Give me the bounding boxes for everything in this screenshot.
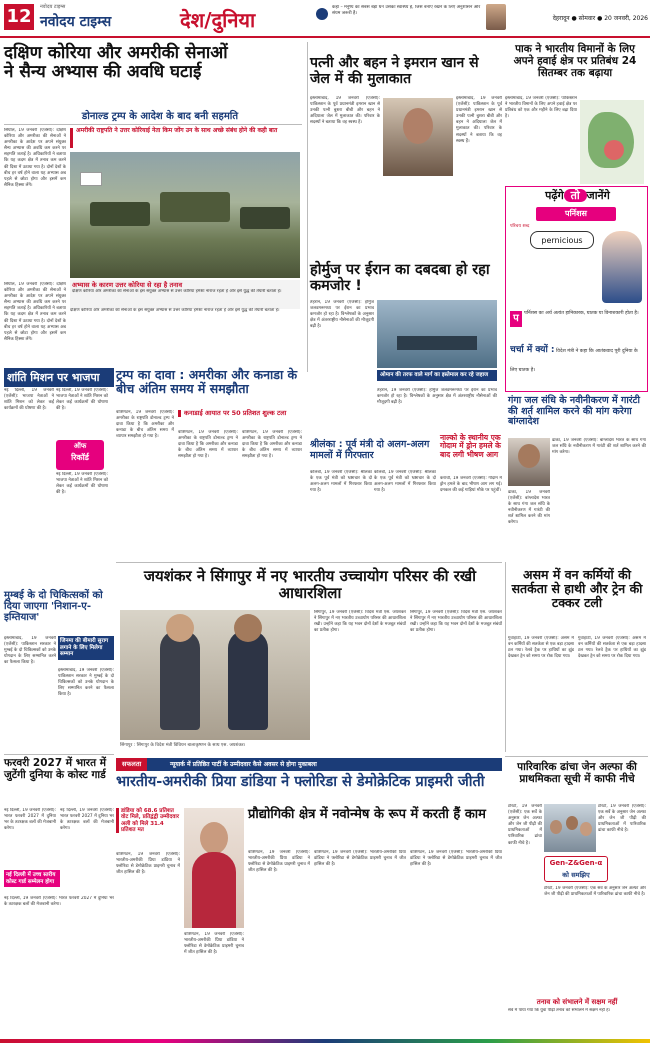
jaishankar-headline: जयशंकर ने सिंगापुर में नए भारतीय उच्चायोग परिसर की रखी आधारशिला <box>143 567 477 602</box>
padhenge-title <box>506 187 648 205</box>
feb2027-callout: नई दिल्ली में उच्च स्तरीय कोस्ट गार्ड सम्मेलन होगा <box>4 870 60 887</box>
lead-body: सियोल, 19 जनवरी (एजेंसी): दक्षिण कोरिया और अमरीका की सेनाओं ने अमरीका के आदेश पर अपने संयुक्त सैन्य अभ्यास की अवधि कम करने पर सहमति जताई है। अधिकारियों ने बताया कि यह कदम क्षेत्र में तनाव कम करने की दिशा में उठाया गया है। दोनों देशों के बीच हर वर्ष होने वाला यह अभ्यास अब पहले से छोटा होगा और इसमें कम सैनिक हिस्सा लेंगे। <box>4 128 66 188</box>
feb2027-body-3: नई दिल्ली, 19 जनवरी (एजेंसी): भारत फरवरी 2027 में दुनिया भर के तटरक्षक बलों की मेजबानी करेगा। <box>60 808 114 832</box>
ganga-body: ढाका, 19 जनवरी (एजेंसी): बांग्लादेश भारत के साथ गंगा जल संधि के नवीनीकरण में गारंटी की शर्त शामिल करने की मांग करेगा। <box>552 438 646 456</box>
jaishankar-body: सिंगापुर, 19 जनवरी (एजेंसी): विदेश मंत्री एस. जयशंकर ने सिंगापुर में नए भारतीय उच्चायोग परिसर की आधारशिला रखी। उन्होंने कहा कि यह भवन दोनों देशों के मजबूत संबंधों का प्रतीक होगा। <box>314 610 406 634</box>
priya-strap-label: सफलता <box>116 758 147 771</box>
family-body: टोरंटो, 19 जनवरी (एजेंसी): एक सर्वे के अनुसार जेन अल्फा और जेन जी पीढ़ी की प्राथमिकताओं में पारिवारिक ढांचा काफी नीचे है। <box>508 804 542 846</box>
ganga-body-2: ढाका, 19 जनवरी (एजेंसी): बांग्लादेश भारत के साथ गंगा जल संधि के नवीनीकरण में गारंटी की शर्त शामिल करने की मांग करेगा। <box>508 490 550 526</box>
priya-strap-text: न्यूयार्क में प्रतिष्ठित पार्टी के उम्मीदवार कैसे अवसर से होगा मुकाबला <box>170 761 317 768</box>
feb2027-body: नई दिल्ली, 19 जनवरी (एजेंसी): भारत फरवरी 2027 में दुनिया भर के तटरक्षक बलों की मेजबानी करेगा। <box>4 808 56 832</box>
lead-photo-caption: अभ्यास के कारण उत्तर कोरिया से रहा है तनाव दक्षिण कोरिया और अमरीका की सेनाओं के इस संयुक्त अभ्यास से उत्तर कोरिया हमेशा नाराज रहता है और इसे युद्ध की तैयारी बताता है। <box>70 280 300 309</box>
offer-badge: ऑफ रिकॉर्ड <box>56 440 104 470</box>
nalko-headline: नाल्को के स्थानीय एक गोदाम में ड्रोन हमले के बाद लगी भीषण आग <box>440 433 501 459</box>
priya-body-3: वाशिंगटन, 19 जनवरी (एजेंसी): भारतीय-अमरीकी प्रिया डांडिया ने फ्लोरिडा से डेमोक्रेटिक प्राइमरी चुनाव में जीत हासिल की है। <box>248 850 310 874</box>
lead-body-cont: सियोल, 19 जनवरी (एजेंसी): दक्षिण कोरिया और अमरीका की सेनाओं ने अमरीका के आदेश पर अपने संयुक्त सैन्य अभ्यास की अवधि कम करने पर सहमति जताई है। अधिकारियों ने बताया कि यह कदम क्षेत्र में तनाव कम करने की दिशा में उठाया गया है। दोनों देशों के बीच हर वर्ष होने वाला यह अभ्यास अब पहले से छोटा होगा और इसमें कम सैनिक हिस्सा लेंगे। <box>4 282 66 342</box>
priya-photo <box>184 808 244 928</box>
title-part-to: तो <box>564 189 587 202</box>
shanti-body-2: नई दिल्ली, 19 जनवरी (एजेंसी): भाजपा नेताओं ने शांति मिशन को लेकर कई कार्यक्रमों की घोषणा की है। <box>56 388 108 412</box>
students-photo <box>544 804 596 852</box>
map-graphic <box>580 100 644 184</box>
feb2027-body-2: नई दिल्ली, 19 जनवरी (एजेंसी): भारत फरवरी 2027 में दुनिया भर के तटरक्षक बलों की मेजबानी करेगा। <box>4 896 114 908</box>
ganga-headline: गंगा जल संधि के नवीनीकरण में गारंटी की शर्त शामिल करने की मांग करेगा बांग्लादेश <box>508 395 640 428</box>
feb2027-headline: फरवरी 2027 में भारत में जुटेंगी दुनिया के कोस्ट गार्ड <box>4 757 107 781</box>
trump-body: वाशिंगटन, 19 जनवरी (एजेंसी): अमरीका के राष्ट्रपति डोनाल्ड ट्रम्प ने दावा किया है कि अमरीका और कनाडा के बीच अंतिम समय में व्यापार समझौता हो गया है। <box>116 410 174 440</box>
srilanka-body-2: कोलंबो, 19 जनवरी (एजेंसी): श्रीलंका के एक पूर्व मंत्री को भ्रष्टाचार के दो अलग-अलग मामलों में गिरफ्तार किया गया है। <box>374 470 436 494</box>
srilanka-headline: श्रीलंका : पूर्व मंत्री दो अलग-अलग मामलों में गिरफ्तार <box>310 439 430 461</box>
ganga-photo <box>508 438 550 486</box>
word-initial: प <box>510 311 522 327</box>
paper-name: नवोदय टाइम्स <box>40 14 112 30</box>
ship-photo <box>377 300 497 368</box>
word-meaning: पर्निशस का अर्थ अत्यंत हानिकारक, घातक या विनाशकारी होता है। <box>524 311 639 316</box>
imran-body-2: इस्लामाबाद, 19 जनवरी (एजेंसी): पाकिस्तान के पूर्व प्रधानमंत्री इमरान खान से उनकी पत्नी बुशरा बीबी और बहन ने अदियाला जेल में मुलाकात की। परिवार के सदस्यों ने बताया कि वह स्वस्थ हैं। <box>456 96 502 144</box>
author-photo <box>486 4 506 30</box>
tanav-body: सर्वे में पाया गया कि युवा पीढ़ी तनाव को संभालने में सक्षम नहीं है। <box>508 1008 611 1013</box>
vocab-sidebar-panel <box>505 186 648 392</box>
trump-body-3: वाशिंगटन, 19 जनवरी (एजेंसी): अमरीका के राष्ट्रपति डोनाल्ड ट्रम्प ने दावा किया है कि अमरीका और कनाडा के बीच अंतिम समय में व्यापार समझौता हो गया है। <box>242 430 302 460</box>
priya-body-2: वाशिंगटन, 19 जनवरी (एजेंसी): भारतीय-अमरीकी प्रिया डांडिया ने फ्लोरिडा से डेमोक्रेटिक प्राइमरी चुनाव में जीत हासिल की है। <box>184 932 244 956</box>
hormuz-body: तेहरान, 19 जनवरी (एजेंसी): होर्मुज जलडमरूमध्य पर ईरान का प्रभाव कमजोर हो रहा है। विश्लेषकों के अनुसार क्षेत्र में अंतरराष्ट्रीय नौसेनाओं की मौजूदगी बढ़ी है। <box>310 300 374 330</box>
shanti-body-3: नई दिल्ली, 19 जनवरी (एजेंसी): भाजपा नेताओं ने शांति मिशन को लेकर कई कार्यक्रमों की घोषणा की है। <box>56 472 108 496</box>
mumbai-callout: जिनमा की बीमारी सुराग लगाने के लिए मिलेगा सम्मान <box>58 636 114 660</box>
genz-logo: Gen-Z&Gen-α को समझिए <box>544 856 608 882</box>
priya-headline: भारतीय-अमरीकी प्रिया डांडिया ने फ्लोरिडा से डेमोक्रेटिक प्राइमरी जीती <box>116 774 485 790</box>
family-headline: पारिवारिक ढांचा जेन अल्फा की प्राथमिकता सूची में काफी नीचे <box>517 761 637 785</box>
lead-headline: दक्षिण कोरिया और अमरीकी सेनाओं ने सैन्य अभ्यास की अवधि घटाई <box>4 43 228 83</box>
imran-photo <box>383 98 453 176</box>
nalko-body: कराची, 19 जनवरी (एजेंसी): गोदाम में ड्रोन हमले के बाद भीषण आग लग गई। दमकल की कई गाड़ियां मौके पर पहुंचीं। <box>440 476 502 494</box>
jaishankar-body-2: सिंगापुर, 19 जनवरी (एजेंसी): विदेश मंत्री एस. जयशंकर ने सिंगापुर में नए भारतीय उच्चायोग परिसर की आधारशिला रखी। उन्होंने कहा कि यह भवन दोनों देशों के मजबूत संबंधों का प्रतीक होगा। <box>410 610 502 634</box>
english-word: pernicious <box>530 231 594 249</box>
lead-callout: अमरीकी राष्ट्रपति ने उत्तर कोरियाई नेता किम जोंग उन के साथ अच्छे संबंध होने की कही बात <box>70 128 300 148</box>
assam-body: गुवाहाटी, 19 जनवरी (एजेंसी): असम में वन कर्मियों की सतर्कता से एक बड़ा हादसा टल गया। रेलवे ट्रैक पर हाथियों का झुंड देखकर ट्रेन को समय पर रोक दिया गया। <box>508 636 574 660</box>
mumbai-body-2: इस्लामाबाद, 19 जनवरी (एजेंसी): पाकिस्तान सरकार ने मुम्बई के दो चिकित्सकों को उनके योगदान के लिए सम्मानित करने का फैसला किया है। <box>58 668 114 698</box>
priya-body-5: वाशिंगटन, 19 जनवरी (एजेंसी): भारतीय-अमरीकी प्रिया डांडिया ने फ्लोरिडा से डेमोक्रेटिक प्राइमरी चुनाव में जीत हासिल की है। <box>410 850 502 868</box>
tanav-headline: तनाव को संभालने में सक्षम नहीं <box>536 998 618 1006</box>
imran-body: इस्लामाबाद, 19 जनवरी (एजेंसी): पाकिस्तान के पूर्व प्रधानमंत्री इमरान खान से उनकी पत्नी बुशरा बीबी और बहन ने अदियाला जेल में मुलाकात की। परिवार के सदस्यों ने बताया कि वह स्वस्थ हैं। <box>310 96 380 126</box>
shanti-body: नई दिल्ली, 19 जनवरी (एजेंसी): भाजपा नेताओं ने शांति मिशन को लेकर कई कार्यक्रमों की घोषणा की है। <box>4 388 54 412</box>
charcha-block <box>510 337 644 389</box>
priya-body: वाशिंगटन, 19 जनवरी (एजेंसी): भारतीय-अमरीकी प्रिया डांडिया ने फ्लोरिडा से डेमोक्रेटिक प्राइमरी चुनाव में जीत हासिल की है। <box>116 852 180 876</box>
paper-small: नवोदय टाइम्स <box>40 4 66 10</box>
page-number: 12 <box>4 4 34 30</box>
charcha-body: विदेश मंत्री ने कहा कि आतंकवाद पूरी दुनिया के लिए घातक है। <box>510 349 638 373</box>
lead-subhead: डोनाल्ड ट्रम्प के आदेश के बाद बनी सहमति <box>81 111 239 122</box>
priya-body-4: वाशिंगटन, 19 जनवरी (एजेंसी): भारतीय-अमरीकी प्रिया डांडिया ने फ्लोरिडा से डेमोक्रेटिक प्राइमरी चुनाव में जीत हासिल की है। <box>314 850 406 868</box>
charcha-title: चर्चा में क्यों : <box>510 345 555 355</box>
assam-body-2: गुवाहाटी, 19 जनवरी (एजेंसी): असम में वन कर्मियों की सतर्कता से एक बड़ा हादसा टल गया। रेलवे ट्रैक पर हाथियों का झुंड देखकर ट्रेन को समय पर रोक दिया गया। <box>578 636 646 660</box>
hormuz-headline: होर्मुज पर ईरान का दबदबा हो रहा कमजोर ! <box>310 262 490 295</box>
shanti-headline: शांति मिशन पर भाजपा <box>4 368 114 387</box>
family-body-2: टोरंटो, 19 जनवरी (एजेंसी): एक सर्वे के अनुसार जेन अल्फा और जेन जी पीढ़ी की प्राथमिकताओं में पारिवारिक ढांचा काफी नीचे है। <box>598 804 646 834</box>
hormuz-body-2: तेहरान, 19 जनवरी (एजेंसी): होर्मुज जलडमरूमध्य पर ईरान का प्रभाव कमजोर हो रहा है। विश्लेषकों के अनुसार क्षेत्र में अंतरराष्ट्रीय नौसेनाओं की मौजूदगी बढ़ी है। <box>377 388 497 406</box>
masthead-quote: कहा – मनुष्य का सबसे बड़ा धन उसका स्वास्थ्य है, जिसे बनाए रखने के लिए अनुशासन और संयम जरूरी है। <box>332 5 481 16</box>
military-photo <box>70 152 300 278</box>
pak-air-body: इस्लामाबाद, 19 जनवरी (एजेंसी): पाकिस्तान ने भारतीय विमानों के लिए अपने हवाई क्षेत्र पर प्रतिबंध को एक और महीने के लिए बढ़ा दिया है। <box>505 96 577 120</box>
hormuz-callout: ओमान की तरफ वाले मार्ग का इस्तेमाल कर रहे जहाज <box>377 370 497 381</box>
assam-headline: असम में वन कर्मियों की सतर्कता से हाथी और ट्रेन की टक्कर टली <box>511 567 643 610</box>
mumbai-headline: मुम्बई के दो चिकित्सकों को दिया जाएगा 'निशान-ए-इम्तियाज' <box>4 590 103 624</box>
jaishankar-caption: सिंगापुर : सिंगापुर के विदेश मंत्री विवियन बालाकृष्णन के साथ एस. जयशंकर। <box>120 743 246 748</box>
word-label: परिचय शब्द <box>510 224 530 229</box>
tech-headline: प्रौद्योगिकी क्षेत्र में नवोन्मेष के रूप में करती हैं काम <box>248 807 486 822</box>
trump-body-2: वाशिंगटन, 19 जनवरी (एजेंसी): अमरीका के राष्ट्रपति डोनाल्ड ट्रम्प ने दावा किया है कि अमरीका और कनाडा के बीच अंतिम समय में व्यापार समझौता हो गया है। <box>178 430 238 460</box>
lead-body-cont2: दक्षिण कोरिया और अमरीका की सेनाओं के इस संयुक्त अभ्यास से उत्तर कोरिया हमेशा नाराज रहता है और इसे युद्ध की तैयारी बताता है। <box>70 308 280 313</box>
word-badge: पर्निशस <box>536 207 616 221</box>
reader-illustration <box>602 231 642 303</box>
trump-headline: ट्रम्प का दावा : अमरीका और कनाडा के बीच अंतिम समय में समझौता <box>116 367 298 396</box>
srilanka-body: कोलंबो, 19 जनवरी (एजेंसी): श्रीलंका के एक पूर्व मंत्री को भ्रष्टाचार के दो अलग-अलग मामलों में गिरफ्तार किया गया है। <box>310 470 372 494</box>
jaishankar-photo <box>120 610 310 740</box>
family-body-3: टोरंटो, 19 जनवरी (एजेंसी): एक सर्वे के अनुसार जेन अल्फा और जेन जी पीढ़ी की प्राथमिकताओं में पारिवारिक ढांचा काफी नीचे है। <box>544 886 646 898</box>
dateline: देहरादून ● सोमवार ● 20 जनवरी, 2026 <box>552 15 648 22</box>
mumbai-body: इस्लामाबाद, 19 जनवरी (एजेंसी): पाकिस्तान सरकार ने मुम्बई के दो चिकित्सकों को उनके योगदान के लिए सम्मानित करने का फैसला किया है। <box>4 636 56 666</box>
imran-headline: पत्नी और बहन ने इमरान खान से जेल में की मुलाकात <box>310 55 479 87</box>
flag-icon <box>80 172 102 186</box>
priya-callout: डांडिया को 68.6 प्रतिशत वोट मिले, प्रतिद्वंद्वी उम्मीदवार अली को मिले 31.4 प्रतिशत मत <box>116 808 180 833</box>
pak-air-headline: पाक ने भारतीय विमानों के लिए अपने हवाई क्षेत्र पर प्रतिबंध 24 सितम्बर तक बढ़ाया <box>513 43 637 79</box>
priya-strap <box>116 758 502 771</box>
masthead <box>0 0 650 38</box>
section-title: देश/दुनिया <box>180 8 256 32</box>
color-bar <box>0 1039 650 1043</box>
quote-icon <box>316 8 328 20</box>
trump-subhead: कनाडाई आयात पर 50 प्रतिशत शुल्क टला <box>178 410 302 417</box>
title-part-1: पढ़ेंगे <box>545 189 564 202</box>
title-part-2: जानेंगे <box>586 189 610 202</box>
